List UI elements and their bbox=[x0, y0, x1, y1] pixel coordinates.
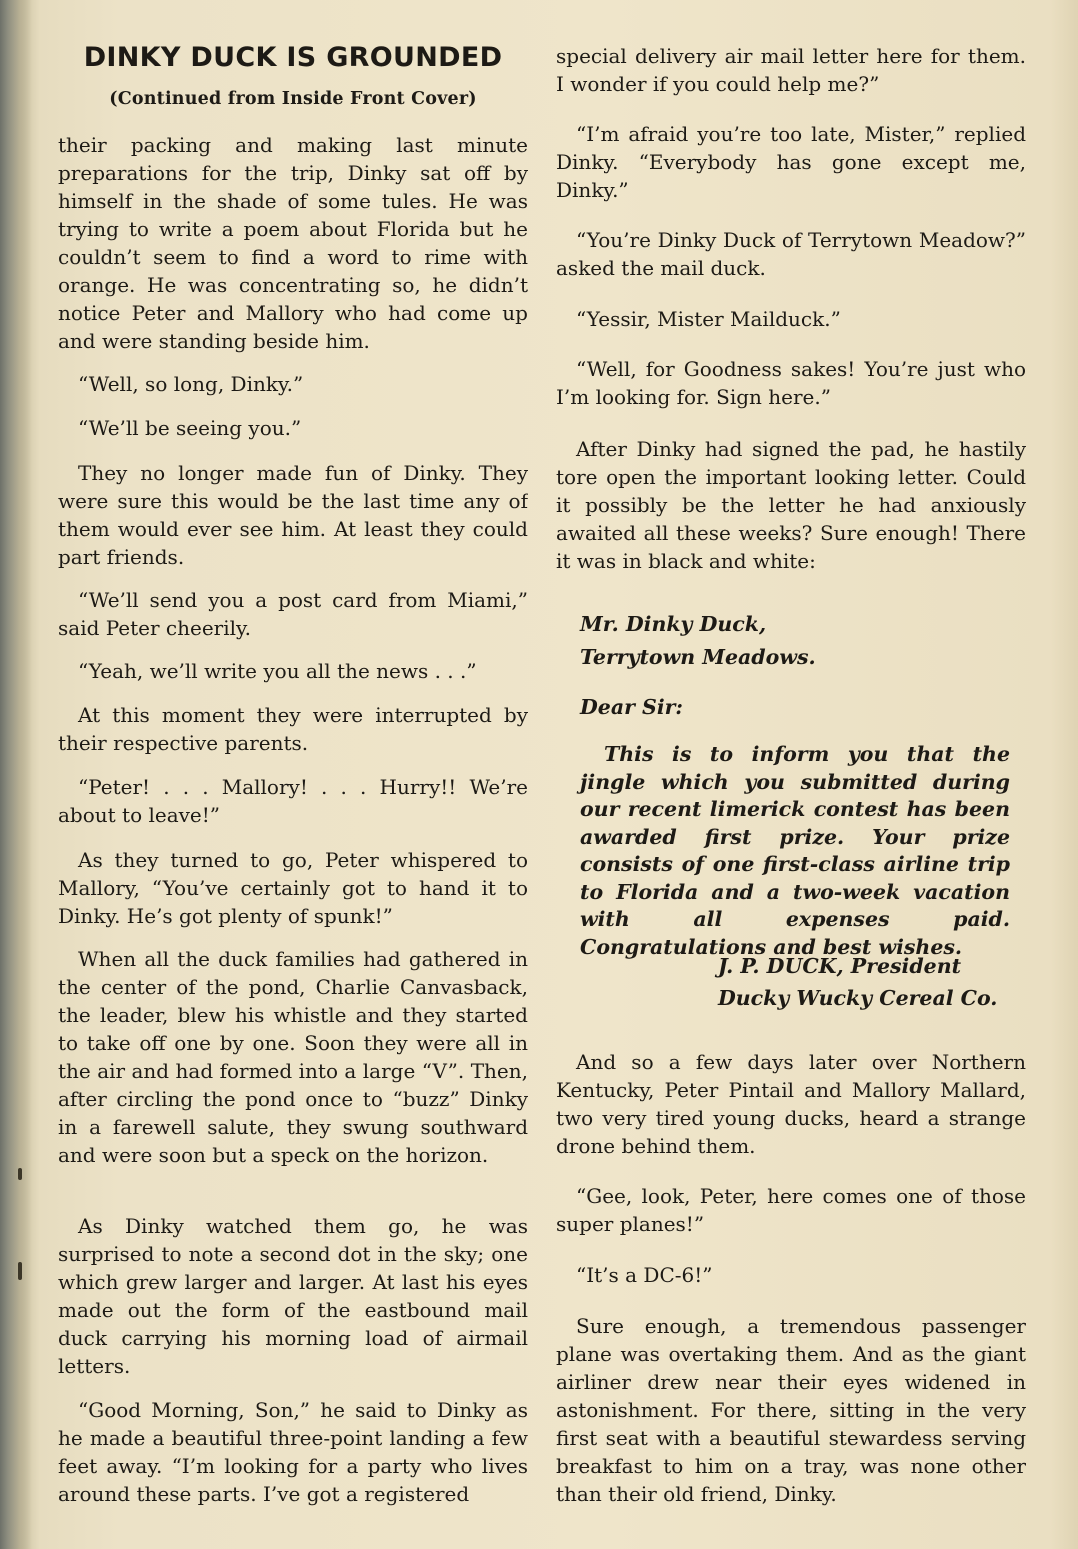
binding-mark bbox=[18, 1262, 22, 1280]
letter-signature-name: J. P. DUCK, President bbox=[718, 954, 962, 978]
paragraph: their packing and making last minute preparations for the trip, Dinky sat off by himself in the shade of some tules. He was trying to write a poem about Florida but he couldn’t seem to find a word to rime with orange. He was concentrating so, he didn’t notice Peter and Mallory who had come up and were standing beside him. bbox=[58, 133, 528, 353]
paragraph: “It’s a DC-6!” bbox=[576, 1263, 713, 1287]
paragraph: “Gee, look, Peter, here comes one of those super planes!” bbox=[556, 1184, 1026, 1236]
paragraph: When all the duck families had gathered in the center of the pond, Charlie Canvasback, the leader, blew his whistle and they started to take off one by one. Soon they were all in the air and had formed into a large “V”. Then, after circling the pond once to “buzz” Dinky in a farewell salute, they swung southward and were soon but a speck on the horizon. bbox=[58, 947, 528, 1167]
page-binding-edge bbox=[0, 0, 32, 1549]
paragraph: “Well, so long, Dinky.” bbox=[78, 372, 304, 396]
letter-salutation: Dear Sir: bbox=[580, 695, 684, 719]
paragraph: “We’ll send you a post card from Miami,” said Peter cheerily. bbox=[58, 588, 528, 640]
paragraph: As they turned to go, Peter whispered to Mallory, “You’ve certainly got to hand it to Dinky. He’s got plenty of spunk!” bbox=[58, 848, 528, 928]
paragraph: “Yessir, Mister Mailduck.” bbox=[576, 307, 841, 331]
binding-mark bbox=[18, 1168, 22, 1180]
paragraph: “Yeah, we’ll write you all the news . . .” bbox=[78, 659, 477, 683]
paragraph: “I’m afraid you’re too late, Mister,” replied Dinky. “Everybody has gone except me, Dinky.” bbox=[556, 122, 1026, 202]
paragraph: Sure enough, a tremendous passenger plane was overtaking them. And as the giant airliner drew near their eyes widened in astonishment. For there, sitting in the very first seat with a beautiful stewardess serving breakfast to him on a tray, was none other than their old friend, Dinky. bbox=[556, 1314, 1026, 1506]
paragraph: “We’ll be seeing you.” bbox=[78, 416, 302, 440]
letter-address-place: Terrytown Meadows. bbox=[580, 645, 816, 669]
paragraph: “You’re Dinky Duck of Terrytown Meadow?” asked the mail duck. bbox=[556, 228, 1026, 280]
paragraph: “Peter! . . . Mallory! . . . Hurry!! We’re about to leave!” bbox=[58, 775, 528, 827]
paragraph: At this moment they were interrupted by their respective parents. bbox=[58, 703, 528, 755]
paragraph: As Dinky watched them go, he was surprised to note a second dot in the sky; one which grew larger and larger. At last his eyes made out the form of the eastbound mail duck carrying his morning load of airmail letters. bbox=[58, 1214, 528, 1378]
paragraph: special delivery air mail letter here for them. I wonder if you could help me?” bbox=[556, 44, 1026, 96]
paragraph: “Well, for Goodness sakes! You’re just who I’m looking for. Sign here.” bbox=[556, 357, 1026, 409]
letter-address-name: Mr. Dinky Duck, bbox=[580, 612, 767, 636]
paragraph: After Dinky had signed the pad, he hastily tore open the important looking letter. Could it possibly be the letter he had anxiously awaited all these weeks? Sure enough! There it was in black and white: bbox=[556, 437, 1026, 573]
paragraph: And so a few days later over Northern Kentucky, Peter Pintail and Mallory Mallard, two very tired young ducks, heard a strange drone behind them. bbox=[556, 1050, 1026, 1158]
right-column bbox=[556, 0, 1026, 1549]
letter-body: This is to inform you that the jingle which you submitted during our recent limerick contest has been awarded first prize. Your prize consists of one first-class airline trip to Florida and a two-week vacation with all expenses paid. Congratulations and best wishes. bbox=[580, 742, 1010, 959]
story-subtitle: (Continued from Inside Front Cover) bbox=[109, 89, 477, 109]
left-column bbox=[58, 0, 528, 1549]
story-title: DINKY DUCK IS GROUNDED bbox=[83, 42, 503, 73]
paragraph: They no longer made fun of Dinky. They were sure this would be the last time any of them would ever see him. At least they could part friends. bbox=[58, 461, 528, 569]
letter-signature-company: Ducky Wucky Cereal Co. bbox=[718, 986, 998, 1010]
paragraph: “Good Morning, Son,” he said to Dinky as he made a beautiful three-point landing a few feet away. “I’m looking for a party who lives around these parts. I’ve got a registered bbox=[58, 1398, 528, 1506]
